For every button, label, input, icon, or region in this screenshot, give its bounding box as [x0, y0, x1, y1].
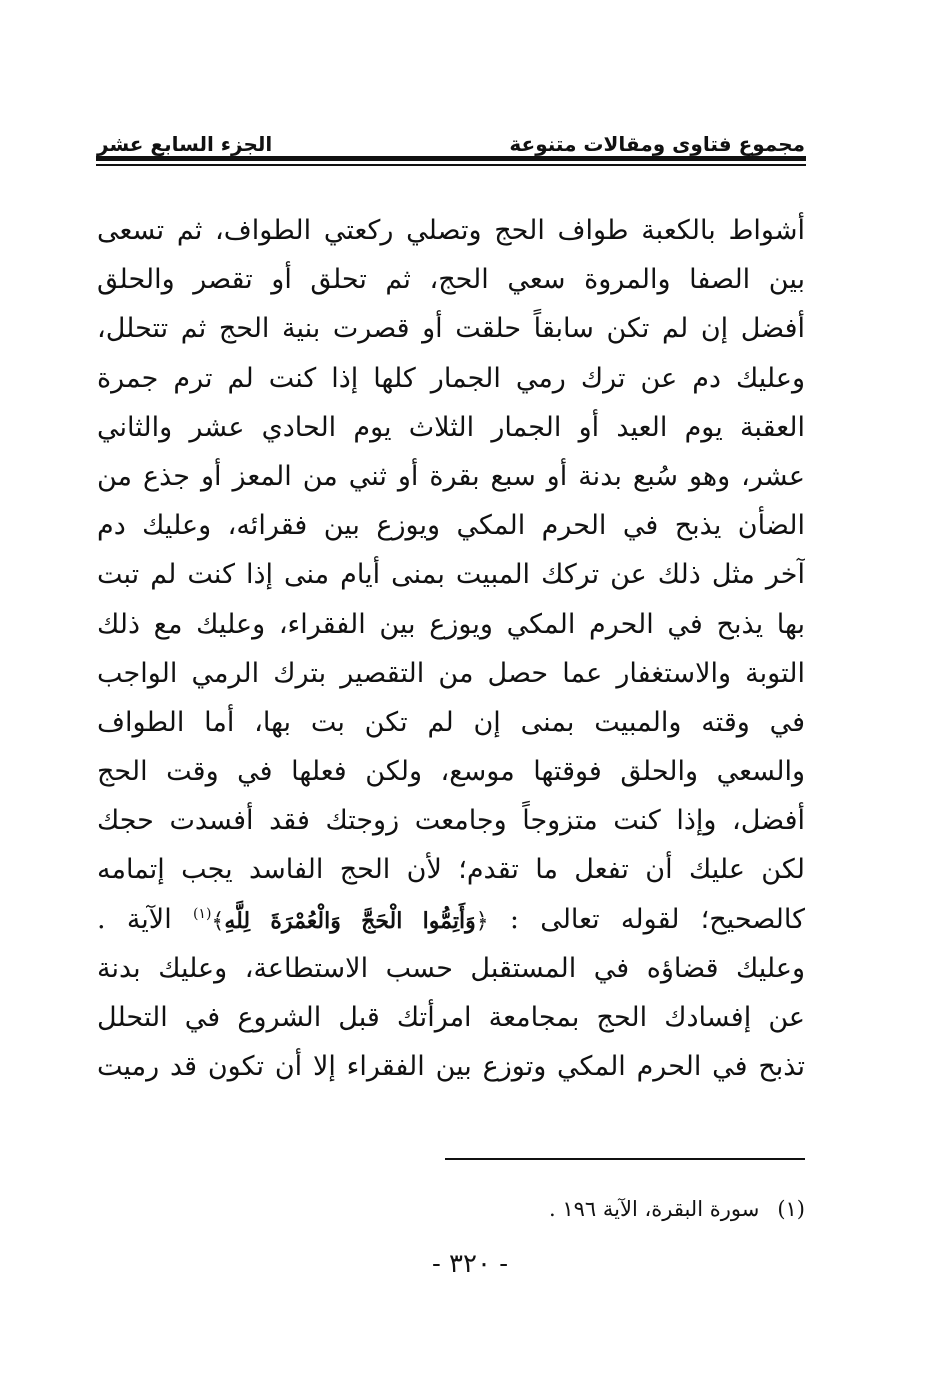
citation-intro: كالصحيح؛ لقوله تعالى :	[509, 903, 805, 935]
text-line: تذبح في الحرم المكي وتوزع بين الفقراء إلا أن تكون قد رميت	[97, 1051, 805, 1083]
text-line: بين الصفا والمروة سعي الحج، ثم تحلق أو تقصر والحلق	[97, 264, 805, 296]
header-rule-thin	[96, 164, 806, 166]
quran-citation-line	[97, 895, 805, 944]
text-line: الضأن يذبح في الحرم المكي ويوزع بين فقرائه، وعليك دم	[97, 510, 805, 542]
quran-verse: وَأَتِمُّوا الْحَجَّ وَالْعُمْرَةَ لِلَّهِ	[224, 907, 476, 934]
running-header	[97, 118, 805, 156]
quran-close-bracket: ﴾	[211, 908, 225, 934]
text-line: بها يذبح في الحرم المكي ويوزع بين الفقراء، وعليك مع ذلك	[97, 608, 805, 640]
book-title: مجموع فتاوى ومقالات متنوعة	[509, 132, 805, 156]
text-line: أفضل، وإذا كنت متزوجاً وجامعت زوجتك فقد أفسدت حجك	[97, 805, 805, 837]
text-line: في وقته والمبيت بمنى إن لم تكن بت بها، أما الطواف	[97, 706, 805, 738]
text-line: العقبة يوم العيد أو الجمار الثلاث يوم الحادي عشر والثاني	[97, 411, 805, 443]
text-line: أفضل إن لم تكن سابقاً حلقت أو قصرت بنية الحج ثم تتحلل،	[97, 313, 805, 345]
text-line: وعليك قضاؤه في المستقبل حسب الاستطاعة، وعليك بدنة	[97, 952, 805, 984]
footnote	[445, 1192, 805, 1226]
footnote-reference[interactable]: (١)	[192, 905, 212, 922]
volume-label: الجزء السابع عشر	[97, 132, 273, 156]
footnote-separator	[445, 1158, 805, 1160]
citation-outro: الآية .	[97, 903, 172, 935]
text-line: أشواط بالكعبة طواف الحج وتصلي ركعتي الطواف، ثم تسعى	[97, 215, 805, 246]
footnote-number: (١)	[777, 1197, 805, 1221]
text-line: وعليك دم عن ترك رمي الجمار كلها إذا كنت لم ترم جمرة	[97, 362, 805, 394]
text-line: التوبة والاستغفار عما حصل من التقصير بترك الرمي الواجب	[97, 657, 805, 689]
text-line: لكن عليك أن تفعل ما تقدم؛ لأن الحج الفاسد يجب إتمامه	[97, 854, 805, 886]
text-line: عشر، وهو سُبع بدنة أو سبع بقرة أو ثني من المعز أو جذع من	[97, 460, 805, 492]
header-rule-thick	[96, 156, 806, 161]
page-number: - ٣٢٠ -	[431, 1249, 509, 1279]
body-text	[97, 206, 805, 1091]
quran-open-bracket: ﴿	[475, 908, 489, 934]
footnote-text: سورة البقرة، الآية ١٩٦ .	[549, 1197, 760, 1221]
text-line: عن إفسادك الحج بمجامعة امرأتك قبل الشروع في التحلل	[97, 1002, 805, 1033]
text-line: آخر مثل ذلك عن تركك المبيت بمنى أيام منى إذا كنت لم تبت	[97, 559, 805, 591]
text-line: والسعي والحلق فوقتها موسع، ولكن فعلها في وقت الحج	[97, 756, 805, 788]
